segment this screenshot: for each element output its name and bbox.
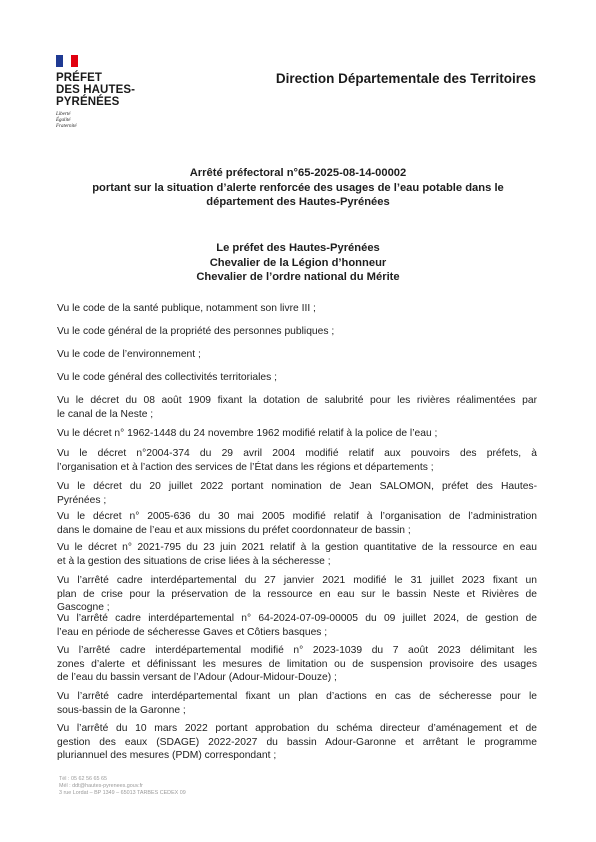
prefecture-logo <box>56 55 176 130</box>
visa-line: Vu le code de l’environnement ; <box>57 349 201 360</box>
visa-item <box>57 574 537 615</box>
visa-item <box>57 447 537 474</box>
visa-item <box>57 302 537 316</box>
visa-line: Gascogne ; <box>57 602 110 613</box>
visa-line: Vu le décret n°2004-374 du 29 avril 2004 modifié relatif aux pouvoirs des préfets, à <box>57 448 537 459</box>
flag-white-band <box>63 55 70 67</box>
republic-motto: Liberté Égalité Fraternité <box>56 112 77 129</box>
visa-line: Vu l’arrêté cadre interdépartemental du 27 janvier 2021 modifié le 31 juillet 2023 fixant un <box>57 575 537 586</box>
issuer-block <box>60 241 536 285</box>
visa-line: Vu le code général des collectivités territoriales ; <box>57 372 277 383</box>
visa-line: Vu le code général de la propriété des personnes publiques ; <box>57 326 335 337</box>
marianne-flag-icon <box>56 55 78 67</box>
logo-title: PRÉFET DES HAUTES- PYRÉNÉES <box>56 72 136 108</box>
visa-line: de l’eau du bassin versant de l’Adour (Adour-Midour-Douze) ; <box>57 672 337 683</box>
visa-line: le canal de la Neste ; <box>57 408 154 420</box>
visa-item <box>57 427 537 441</box>
footer-email: Mél : ddt@hautes-pyrenees.gouv.fr <box>59 783 143 790</box>
decree-number: Arrêté préfectoral n°65-2025-08-14-00002 <box>189 167 407 179</box>
visa-item <box>57 510 537 537</box>
issuing-department: Direction Départementale des Territoires <box>275 71 536 86</box>
visa-line: Vu le décret n° 1962-1448 du 24 novembre 1962 modifié relatif à la police de l’eau ; <box>57 428 438 439</box>
visa-line: l’eau en période de sécheresse Gaves et Côtiers basques ; <box>57 626 328 638</box>
flag-red-band <box>71 55 78 67</box>
decree-subject-line-2: département des Hautes-Pyrénées <box>206 196 390 208</box>
issuer-honor-1: Chevalier de la Légion d’honneur <box>209 256 387 269</box>
visa-line: et à la gestion des situations de crise liées à la sécheresse ; <box>57 555 331 567</box>
visa-item <box>57 722 537 763</box>
visa-item <box>57 541 537 568</box>
flag-blue-band <box>56 55 63 67</box>
issuer-honor-2: Chevalier de l’ordre national du Mérite <box>196 271 400 283</box>
visa-item <box>57 644 537 685</box>
visa-line: Pyrénées ; <box>57 494 107 506</box>
visa-line: Vu le code de la santé publique, notamment son livre III ; <box>57 303 316 314</box>
visa-line: dans le domaine de l’eau et aux missions du préfet coordonnateur de bassin ; <box>57 524 411 536</box>
visa-line: sous-bassin de la Garonne ; <box>57 704 186 716</box>
visa-line: Vu le décret n° 2021-795 du 23 juin 2021 relatif à la gestion quantitative de la ressource en eau <box>57 542 537 553</box>
visa-item <box>57 371 537 385</box>
visa-line: Vu l’arrêté cadre interdépartemental fixant un plan d’actions en cas de sécheresse pour le <box>57 691 537 702</box>
visa-item <box>57 690 537 717</box>
visa-line: zones d’alerte et définissant les mesures de limitation ou de suspension provisoire des usages <box>57 658 537 670</box>
visa-item <box>57 394 537 421</box>
visa-item <box>57 480 537 507</box>
visa-line: Vu le décret du 20 juillet 2022 portant nomination de Jean SALOMON, préfet des Hautes- <box>57 481 537 492</box>
visa-line: gestion des eaux (SDAGE) 2022-2027 du bassin Adour-Garonne et arrêtant le programme <box>57 736 537 748</box>
visa-item <box>57 612 537 639</box>
visa-line: Vu l’arrêté cadre interdépartemental n° 64-2024-07-09-00005 du 09 juillet 2024, de gestion de <box>57 613 537 624</box>
visa-line: Vu l’arrêté cadre interdépartemental modifié n° 2023-1039 du 7 août 2023 délimitant les <box>57 645 537 656</box>
visa-line: plan de crise pour la préservation de la ressource en eau sur le bassin Neste et Rivières de <box>57 588 537 600</box>
decree-title <box>60 166 536 210</box>
contact-footer <box>59 776 186 798</box>
visa-line: pluriannuel des mesures (PDM) correspondant ; <box>57 750 277 761</box>
visa-line: Vu l’arrêté du 10 mars 2022 portant approbation du schéma directeur d’aménagement et de <box>57 723 537 734</box>
visa-line: Vu le décret n° 2005-636 du 30 mai 2005 modifié relatif à l’organisation de l’administration <box>57 511 537 522</box>
visa-line: Vu le décret du 08 août 1909 fixant la dotation de salubrité pour les rivières réalimentées par <box>57 395 537 406</box>
footer-address: 3 rue Lordat – BP 1349 – 65013 TARBES CEDEX 09 <box>59 790 186 797</box>
footer-phone: Tél : 05 62 56 65 65 <box>59 776 107 782</box>
visa-item <box>57 348 537 362</box>
issuer-title: Le préfet des Hautes-Pyrénées <box>216 242 380 254</box>
decree-subject-line-1: portant sur la situation d’alerte renforcée des usages de l’eau potable dans le <box>92 181 504 194</box>
visa-item <box>57 325 537 339</box>
visa-line: l’organisation et à l’action des services de l’État dans les régions et départements ; <box>57 461 434 473</box>
